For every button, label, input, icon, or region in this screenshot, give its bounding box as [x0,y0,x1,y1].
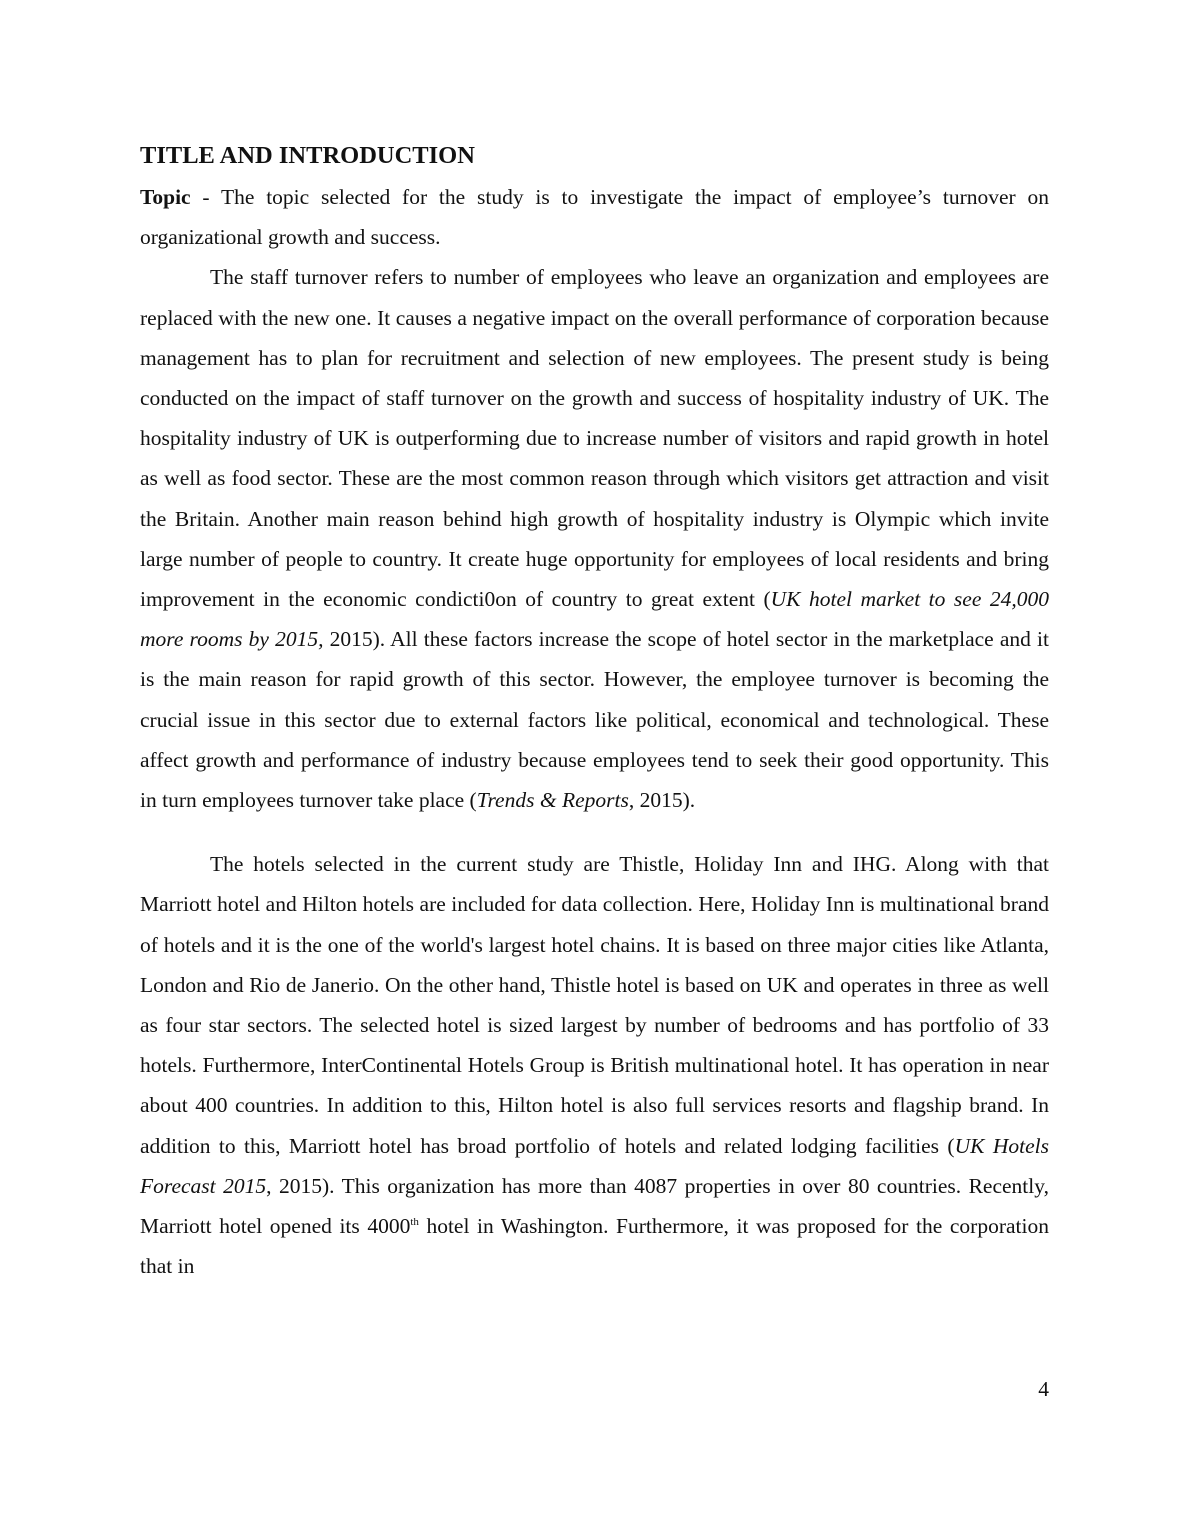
intro-text-3: , 2015). [628,788,696,813]
citation-trends-reports: Trends & Reports [476,788,629,813]
citation-uk-hotel-market: UK hotel market to see 24,000 more rooms by 2015, [140,587,1049,652]
hotels-text-2: , 2015). This organization has more than 4087 properties in over 80 countries. Recently, Marriott hotel opened its 4000 [140,1173,1049,1239]
document-page [140,138,1049,1286]
hotels-text-3: hotel in Washington. Furthermore, it was proposed for the corporation that in [140,1214,1049,1279]
intro-paragraph [140,257,1049,820]
hotels-text-1: The hotels selected in the current study are Thistle, Holiday Inn and IHG. Along with that Marriott hotel and Hilton hotels are included for data collection. Here, Holiday Inn is multinational brand of hotels and it is the one of the world's largest hotel chains. It is based on three major cities like Atlanta, London and Rio de Janerio. On the other hand, Thistle hotel is based on UK and operates in three as well as four star sectors. The selected hotel is sized largest by number of bedrooms and has portfolio of 33 hotels. Furthermore, InterContinental Hotels Group is British multinational hotel. It has operation in near about 400 countries. In addition to this, Hilton hotel is also full services resorts and flagship brand. In addition to this, Marriott hotel has broad portfolio of hotels and related lodging facilities ( [140,852,1049,1158]
page-number: 4 [1038,1377,1049,1401]
ordinal-superscript: th [410,1215,419,1228]
hotels-paragraph [140,844,1049,1286]
intro-text-1: The staff turnover refers to number of employees who leave an organization and employees are replaced with the new one. It causes a negative impact on the overall performance of corporation because management has to plan for recruitment and selection of new employees. The present study is being conducted on the impact of staff turnover on the growth and success of hospitality industry of UK. The hospitality industry of UK is outperforming due to increase number of visitors and rapid growth in hotel as well as food sector. These are the most common reason through which visitors get attraction and visit the Britain. Another main reason behind high growth of hospitality industry is Olympic which invite large number of people to country. It create huge opportunity for employees of local residents and bring improvement in the economic condicti0on of country to great extent ( [140,265,1049,612]
topic-paragraph [140,177,1049,257]
section-heading: TITLE AND INTRODUCTION [140,142,475,169]
intro-text-2: 2015). All these factors increase the scope of hotel sector in the marketplace and it is the main reason for rapid growth of this sector. However, the employee turnover is becoming the crucial issue in this sector due to external factors like political, economical and technological. These affect growth and performance of industry because employees tend to seek their good opportunity. This in turn employees turnover take place ( [140,627,1049,813]
citation-uk-hotels-forecast: UK Hotels Forecast 2015 [140,1133,1049,1198]
topic-label: Topic [140,185,191,209]
topic-text: - The topic selected for the study is to investigate the impact of employee’s turnover on organizational growth and success. [140,185,1049,250]
